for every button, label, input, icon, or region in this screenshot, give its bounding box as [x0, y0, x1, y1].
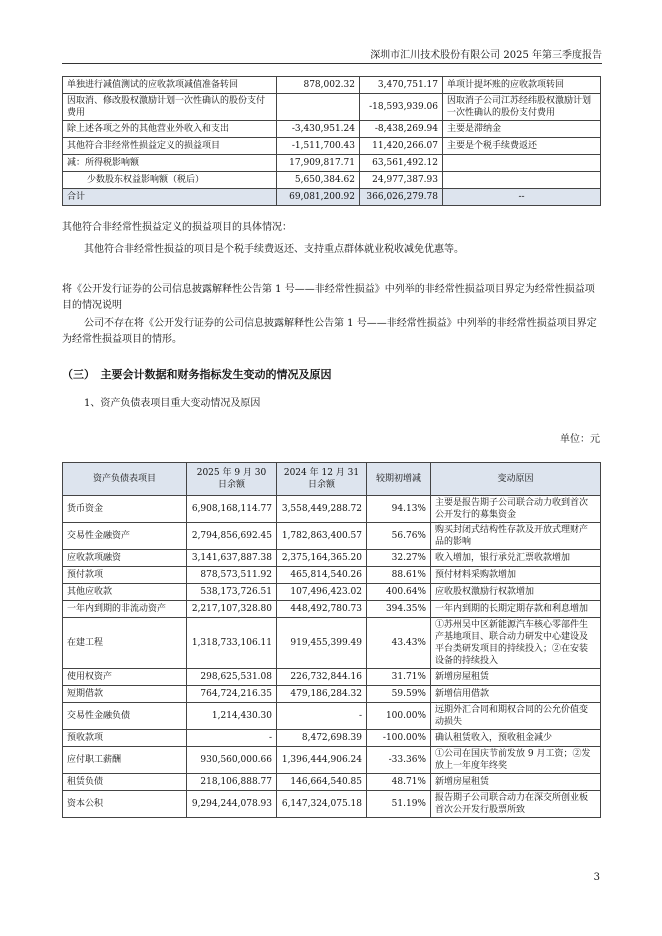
amount-cell: 69,081,200.92	[277, 189, 360, 206]
item-cell: 短期借款	[63, 686, 187, 703]
change-cell: 31.71%	[367, 669, 431, 686]
amount-cell: -1,511,700.43	[277, 138, 360, 155]
item-cell: 预付款项	[63, 567, 187, 584]
paragraph: 其他符合非经常性损益的项目是个税手续费返还、支持重点群体就业税收减免优惠等。	[84, 244, 464, 255]
paragraph: 公司不存在将《公开发行证券的公司信息披露解释性公告第 1 号——非经常性损益》中列举的非经常性损益项目界定为经常性损益项目的情形。	[62, 318, 597, 345]
table-row	[63, 496, 601, 523]
reason-cell: ①公司在国庆节前发放 9 月工资；②发放上一年度年终奖	[431, 747, 601, 774]
current-balance-cell: 9,294,244,078.93	[187, 791, 277, 818]
current-balance-cell: 6,908,168,114.77	[187, 496, 277, 523]
table-row	[63, 703, 601, 730]
ytd-cell: 366,026,279.78	[360, 189, 443, 206]
reason-cell: 应收股权激励行权款增加	[431, 584, 601, 601]
table-row	[63, 747, 601, 774]
change-cell: 43.43%	[367, 618, 431, 669]
prior-balance-cell: 107,496,423.02	[277, 584, 367, 601]
note-cell: 因取消子公司江苏经纬股权激励计划一次性确认的股份支付费用	[443, 94, 601, 121]
prior-balance-cell: 1,396,444,906.24	[277, 747, 367, 774]
current-balance-cell: 1,318,733,106.11	[187, 618, 277, 669]
column-header: 资产负债表项目	[63, 463, 187, 496]
item-cell: 应收款项融资	[63, 550, 187, 567]
item-cell: 因取消、修改股权激励计划一次性确认的股份支付费用	[63, 94, 277, 121]
prior-balance-cell: 8,472,698.39	[277, 730, 367, 747]
item-cell: 除上述各项之外的其他营业外收入和支出	[63, 121, 277, 138]
amount-cell: 878,002.32	[277, 77, 360, 94]
ytd-cell: 11,420,266.07	[360, 138, 443, 155]
reason-cell: 远期外汇合同和期权合同的公允价值变动损失	[431, 703, 601, 730]
prior-balance-cell: 3,558,449,288.72	[277, 496, 367, 523]
item-cell: 少数股东权益影响额（税后）	[63, 172, 277, 189]
amount-cell: 5,650,384.62	[277, 172, 360, 189]
item-cell: 其他应收款	[63, 584, 187, 601]
table-row	[63, 550, 601, 567]
amount-cell	[277, 94, 360, 121]
header-divider	[62, 63, 602, 64]
item-cell: 合计	[63, 189, 277, 206]
current-balance-cell: -	[187, 730, 277, 747]
current-balance-cell: 3,141,637,887.38	[187, 550, 277, 567]
item-cell: 应付职工薪酬	[63, 747, 187, 774]
prior-balance-cell: 6,147,324,075.18	[277, 791, 367, 818]
reason-cell: 新增房屋租赁	[431, 774, 601, 791]
column-header: 变动原因	[431, 463, 601, 496]
item-cell: 租赁负债	[63, 774, 187, 791]
change-cell: 51.19%	[367, 791, 431, 818]
prior-balance-cell: 479,186,284.32	[277, 686, 367, 703]
prior-balance-cell: 146,664,540.85	[277, 774, 367, 791]
change-cell: 32.27%	[367, 550, 431, 567]
current-balance-cell: 538,173,726.51	[187, 584, 277, 601]
ytd-cell: -8,438,269.94	[360, 121, 443, 138]
table-row	[63, 791, 601, 818]
item-cell: 交易性金融负债	[63, 703, 187, 730]
paragraph: 其他符合非经常性损益定义的损益项目的具体情况：	[62, 222, 292, 233]
current-balance-cell: 2,217,107,328.80	[187, 601, 277, 618]
unit-label: 单位：元	[560, 434, 600, 445]
reason-cell: 新增房屋租赁	[431, 669, 601, 686]
table-row	[63, 155, 601, 172]
table-row	[63, 601, 601, 618]
non-recurring-items-table	[62, 76, 601, 206]
reason-cell: 新增信用借款	[431, 686, 601, 703]
table-row	[63, 172, 601, 189]
change-cell: -100.00%	[367, 730, 431, 747]
page-number: 3	[593, 872, 600, 883]
table-row	[63, 686, 601, 703]
note-cell: 单项计提坏账的应收款项转回	[443, 77, 601, 94]
change-cell: 48.71%	[367, 774, 431, 791]
ytd-cell: 24,977,387.93	[360, 172, 443, 189]
prior-balance-cell: -	[277, 703, 367, 730]
column-header: 较期初增减	[367, 463, 431, 496]
table-row	[63, 138, 601, 155]
change-cell: 400.64%	[367, 584, 431, 601]
prior-balance-cell: 465,814,540.26	[277, 567, 367, 584]
item-cell: 其他符合非经常性损益定义的损益项目	[63, 138, 277, 155]
change-cell: -33.36%	[367, 747, 431, 774]
change-cell: 88.61%	[367, 567, 431, 584]
item-cell: 单独进行减值测试的应收款项减值准备转回	[63, 77, 277, 94]
ytd-cell: 63,561,492.12	[360, 155, 443, 172]
item-cell: 预收款项	[63, 730, 187, 747]
item-cell: 货币资金	[63, 496, 187, 523]
prior-balance-cell: 226,732,844.16	[277, 669, 367, 686]
note-cell: 主要是滞纳金	[443, 121, 601, 138]
change-cell: 94.13%	[367, 496, 431, 523]
note-cell: --	[443, 189, 601, 206]
current-balance-cell: 878,573,511.92	[187, 567, 277, 584]
table-row	[63, 77, 601, 94]
ytd-cell: 3,470,751.17	[360, 77, 443, 94]
reason-cell: 报告期子公司联合动力在深交所创业板首次公开发行股票所致	[431, 791, 601, 818]
prior-balance-cell: 2,375,164,365.20	[277, 550, 367, 567]
change-cell: 59.59%	[367, 686, 431, 703]
note-cell: 主要是个税手续费返还	[443, 138, 601, 155]
prior-balance-cell: 448,492,780.73	[277, 601, 367, 618]
table-row	[63, 94, 601, 121]
paragraph: 将《公开发行证券的公司信息披露解释性公告第 1 号——非经常性损益》中列举的非经常性损益项目界定为经常性损益项目的情况说明	[62, 284, 595, 311]
reason-cell: 预付材料采购款增加	[431, 567, 601, 584]
total-row	[63, 189, 601, 206]
table-row	[63, 618, 601, 669]
current-balance-cell: 1,214,430.30	[187, 703, 277, 730]
item-cell: 一年内到期的非流动资产	[63, 601, 187, 618]
item-cell: 交易性金融资产	[63, 523, 187, 550]
reason-cell: 一年内到期的长期定期存款和利息增加	[431, 601, 601, 618]
table-row	[63, 669, 601, 686]
table-row	[63, 584, 601, 601]
table-row	[63, 523, 601, 550]
item-cell: 减：所得税影响额	[63, 155, 277, 172]
section-title: （三） 主要会计数据和财务指标发生变动的情况及原因	[62, 368, 332, 381]
balance-sheet-changes-table	[62, 462, 601, 818]
amount-cell: -3,430,951.24	[277, 121, 360, 138]
amount-cell: 17,909,817.71	[277, 155, 360, 172]
item-cell: 在建工程	[63, 618, 187, 669]
change-cell: 394.35%	[367, 601, 431, 618]
table-row	[63, 774, 601, 791]
reason-cell: 收入增加，银行承兑汇票收款增加	[431, 550, 601, 567]
item-cell: 使用权资产	[63, 669, 187, 686]
note-cell	[443, 155, 601, 172]
current-balance-cell: 764,724,216.35	[187, 686, 277, 703]
table-row	[63, 730, 601, 747]
reason-cell: 确认租赁收入，预收租金减少	[431, 730, 601, 747]
table-row	[63, 567, 601, 584]
item-cell: 资本公积	[63, 791, 187, 818]
page-header: 深圳市汇川技术股份有限公司 2025 年第三季度报告	[370, 50, 602, 61]
prior-balance-cell: 1,782,863,400.57	[277, 523, 367, 550]
column-header: 2025 年 9 月 30 日余额	[187, 463, 277, 496]
reason-cell: 购买封闭式结构性存款及开放式理财产品的影响	[431, 523, 601, 550]
table-row	[63, 121, 601, 138]
reason-cell: 主要是报告期子公司联合动力收到首次公开发行的募集资金	[431, 496, 601, 523]
prior-balance-cell: 919,455,399.49	[277, 618, 367, 669]
subsection-title: 1、资产负债表项目重大变动情况及原因	[84, 398, 261, 409]
table-header-row	[63, 463, 601, 496]
reason-cell: ①苏州吴中区新能源汽车核心零部件生产基地项目、联合动力研发中心建设及平台类研发项目的持续投入；②在安装设备的持续投入	[431, 618, 601, 669]
current-balance-cell: 2,794,856,692.45	[187, 523, 277, 550]
change-cell: 100.00%	[367, 703, 431, 730]
current-balance-cell: 298,625,531.08	[187, 669, 277, 686]
column-header: 2024 年 12 月 31 日余额	[277, 463, 367, 496]
ytd-cell: -18,593,939.06	[360, 94, 443, 121]
change-cell: 56.76%	[367, 523, 431, 550]
current-balance-cell: 218,106,888.77	[187, 774, 277, 791]
current-balance-cell: 930,560,000.66	[187, 747, 277, 774]
note-cell	[443, 172, 601, 189]
